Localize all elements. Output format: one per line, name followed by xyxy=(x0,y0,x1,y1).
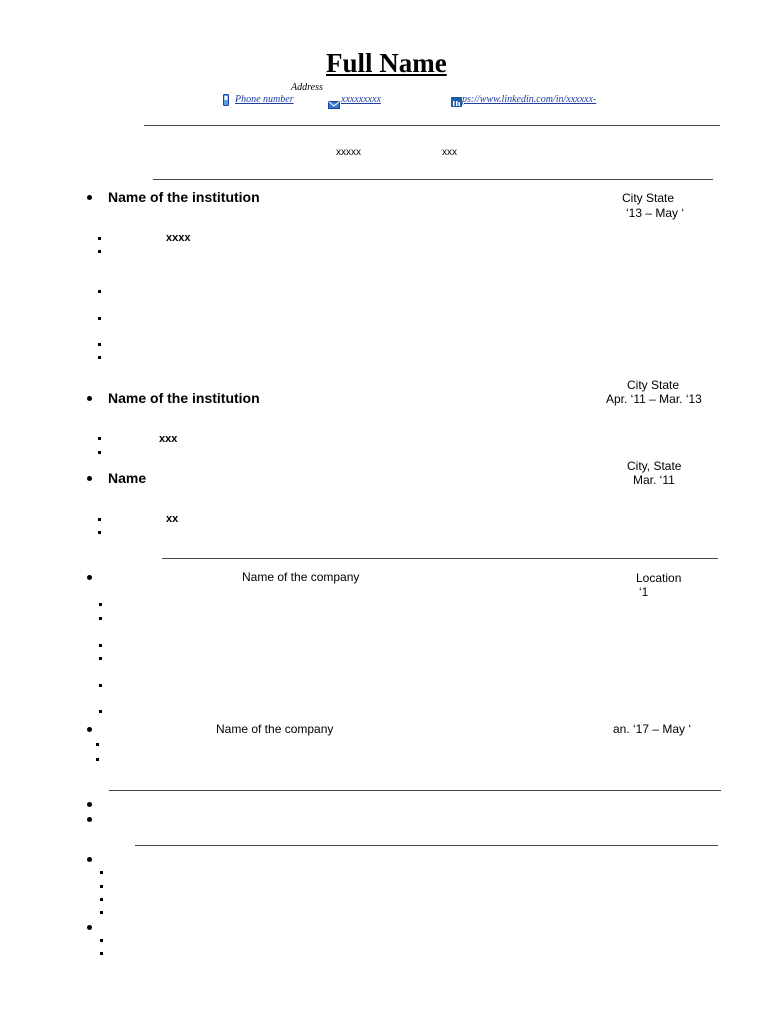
sub-bullet xyxy=(99,617,102,620)
sub-bullet xyxy=(96,743,99,746)
summary-left: xxxxx xyxy=(336,147,361,158)
section-divider xyxy=(144,125,720,126)
sub-bullet xyxy=(98,437,101,440)
sub-bullet xyxy=(100,871,103,874)
sub-bullet xyxy=(100,952,103,955)
institution-location: City State xyxy=(622,191,675,205)
page-title: Full Name xyxy=(326,48,447,78)
sub-bullet xyxy=(98,290,101,293)
institution-location: City State xyxy=(627,378,680,392)
bullet xyxy=(87,727,92,732)
institution-name: Name xyxy=(108,470,147,486)
education-detail: xxx xyxy=(159,433,178,445)
institution-name: Name of the institution xyxy=(108,189,260,205)
sub-bullet xyxy=(98,317,101,320)
bullet xyxy=(87,195,92,200)
sub-bullet xyxy=(100,939,103,942)
sub-bullet xyxy=(98,250,101,253)
linkedin-icon xyxy=(451,94,462,112)
sub-bullet xyxy=(98,356,101,359)
bullet xyxy=(87,575,92,580)
section-divider xyxy=(109,790,721,791)
institution-dates: Apr. ‘11 – Mar. ‘13 xyxy=(606,392,702,406)
section-divider xyxy=(153,179,713,180)
education-detail: xx xyxy=(166,513,179,525)
bullet xyxy=(87,802,92,807)
company-name: Name of the company xyxy=(242,570,360,584)
institution-location: City, State xyxy=(627,459,682,473)
envelope-icon xyxy=(328,96,340,114)
bullet xyxy=(87,817,92,822)
sub-bullet xyxy=(99,657,102,660)
address-text: Address xyxy=(291,82,323,93)
bullet xyxy=(87,476,92,481)
bullet xyxy=(87,396,92,401)
sub-bullet xyxy=(99,684,102,687)
sub-bullet xyxy=(100,885,103,888)
email-link[interactable]: xxxxxxxxx xyxy=(341,94,381,105)
phone-link[interactable]: Phone number xyxy=(235,94,294,105)
bullet xyxy=(87,925,92,930)
company-dates: an. ‘17 – May ‘ xyxy=(613,722,692,736)
sub-bullet xyxy=(99,644,102,647)
sub-bullet xyxy=(98,518,101,521)
bullet xyxy=(87,857,92,862)
institution-name: Name of the institution xyxy=(108,390,260,406)
sub-bullet xyxy=(96,758,99,761)
sub-bullet xyxy=(100,898,103,901)
phone-icon xyxy=(223,93,229,111)
sub-bullet xyxy=(100,911,103,914)
sub-bullet xyxy=(99,603,102,606)
company-name: Name of the company xyxy=(216,722,334,736)
section-divider xyxy=(162,558,718,559)
institution-dates: Mar. ‘11 xyxy=(633,473,675,487)
education-detail: xxxx xyxy=(166,232,191,244)
summary-right: xxx xyxy=(442,147,457,158)
linkedin-link[interactable]: ps://www.linkedin.com/in/xxxxxx- xyxy=(462,94,597,105)
sub-bullet xyxy=(98,237,101,240)
section-divider xyxy=(135,845,718,846)
sub-bullet xyxy=(98,343,101,346)
sub-bullet xyxy=(98,531,101,534)
institution-dates: ‘13 – May ‘ xyxy=(626,206,685,220)
sub-bullet xyxy=(98,451,101,454)
company-location: Location xyxy=(636,571,682,585)
sub-bullet xyxy=(99,710,102,713)
company-dates: ‘1 xyxy=(639,585,649,599)
